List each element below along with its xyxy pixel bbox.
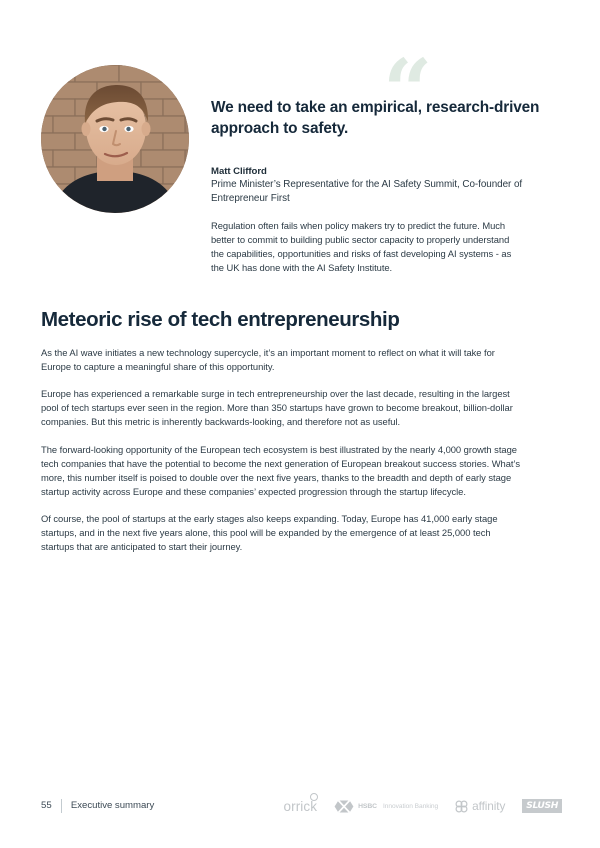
affinity-logo-text: affinity [472,799,506,813]
page-footer [0,796,600,822]
quote-paragraph: Regulation often fails when policy makers try to predict the future. Much better to commit to building public sector capacity to properly understand the capabilities, opportunities and risks of fast developing AI systems - as the UK has done with the AI Safety Institute. [211,220,512,273]
body-paragraph-4: Of course, the pool of startups at the early stages also keeps expanding. Today, Europe has 41,000 early stage startups, and in the next five years alone, this pool will be expanded by the emergence of at least 25,000 tech startups that are anticipated to start their journey. [41,513,498,552]
author-role: Prime Minister’s Representative for the AI Safety Summit, Co-founder of Entrepreneur First [211,179,523,204]
hsbc-innovation-banking-logo [334,796,438,813]
footer-left-group [41,796,154,815]
body-copy [41,346,523,554]
slush-logo: SLUSH [522,799,562,813]
hsbc-logo-text: HSBC [358,802,377,810]
quote-headline: We need to take an empirical, research-driven approach to safety. [211,99,540,137]
orrick-logo-text: orrick [283,799,318,814]
pull-quote-block [41,41,546,273]
orrick-logo [283,794,317,814]
affinity-knot-icon [455,800,468,813]
quote-attribution [211,165,526,205]
portrait-image [41,65,189,213]
footer-sponsor-logos [283,790,562,818]
author-portrait-avatar [41,65,189,213]
hsbc-logo-subtext: Innovation Banking [382,802,439,810]
body-paragraph-3: The forward-looking opportunity of the European tech ecosystem is best illustrated by the nearly 4,000 growth stage tech companies that have the potential to become the next generation of European breakout success stories. What’s more, this number itself is poised to double over the next five years, thanks to the breadth and depth of early stage startup activity across Europe and these companies’ expected progression through the startup lifecycle. [41,443,520,497]
quote-text-container [211,41,546,275]
body-paragraph-2: Europe has experienced a remarkable surge in tech entrepreneurship over the last decade, resulting in the largest pool of tech startups ever seen in the region. More than 350 startups have grown to become breakout, billion-dollar companies. But this metric is inherently backwards-looking, and therefore not as useful. [41,388,513,428]
author-name: Matt Clifford [211,166,267,177]
body-paragraph-1: As the AI wave initiates a new technology supercycle, it’s an important moment to reflect on what it will take for Europe to capture a meaningful share of this opportunity. [41,347,495,372]
footer-divider [61,799,62,813]
section-heading: Meteoric rise of tech entrepreneurship [41,308,400,331]
hsbc-hexagon-icon [334,800,354,813]
footer-section-label: Executive summary [70,800,155,811]
quotation-mark-icon: “ [383,41,431,142]
affinity-logo [455,795,505,813]
page-number: 55 [41,800,52,811]
